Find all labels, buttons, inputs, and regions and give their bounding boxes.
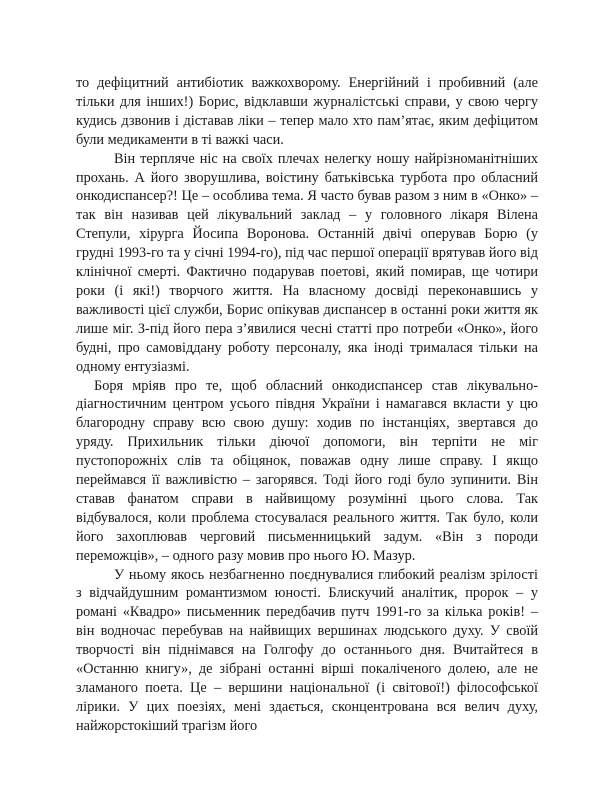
paragraph-3: Боря мріяв про те, щоб обласний онкодиспансер став лікувально-діагностичним центром усього півдня України і намагався вкласти у цю благородну справу всю свою душу: ходив по інстанціях, звертався до уряду. Прихильник тільки діючої допомоги, він терпіти не міг пустопорожніх слів та обіцянок, поважав одну лише справу. І якщо переймався її важливістю – загорявся. Тоді його годі було зупинити. Він ставав фанатом справи в найвищому розумінні цього слова. Так відбувалося, коли проблема стосувалася реального життя. Так було, коли його захоплював черговий письменницький задум. «Він з породи переможців», – одного разу мовив про нього Ю. Мазур. xyxy=(76,377,538,564)
paragraph-4: У ньому якось незбагненно поєднувалися глибокий реалізм зрілості з відчайдушним романтизмом юності. Блискучий аналітик, пророк – у романі «Квадро» письменник передбачив путч 1991-го за кілька років! – він водночас перебував на найвищих вершинах людського духу. У своїй творчості він піднімався на Голгофу до останнього дня. Вчитайтеся в «Останню книгу», де зібрані останні вірші покаліченого долею, але не зламаного поета. Це – вершини національної (і світової!) філософської лірики. У цих поезіях, мені здається, сконцентрована вся велич духу, найжорстокіший трагізм його xyxy=(76,566,538,734)
paragraph-1: то дефіцитний антибіотик важкохворому. Енергійний і пробивний (але тільки для інших!) Борис, відклавши журналістські справи, у свою чергу кудись дзвонив і діставав ліки – тепер мало хто пам’ятає, яким дефіцитом були медикаменти в ті важкі часи. xyxy=(76,75,538,148)
document-page xyxy=(76,74,538,736)
paragraph-2: Він терпляче ніс на своїх плечах нелегку ношу найрізноманітніших прохань. А його зворушлива, воістину батьківська турбота про обласний онкодиспансер?! Це – особлива тема. Я часто бував разом з ним в «Онко» –так він називав цей лікувальний заклад – у головного лікаря Вілена Степули, хірурга Йосипа Воронова. Останній двічі оперував Борю (у грудні 1993-го та у січні 1994-го), під час першої операції врятував його від клінічної смерті. Фактично подарував поетові, який помирав, ще чотири роки (і які!) творчого життя. На власному досвіді переконавшись у важливості цієї служби, Борис опікував диспансер в останні роки життя як лише міг. З-під його пера з’явилися чесні статті про потреби «Онко», його будні, про самовіддану роботу персоналу, яка іноді трималася тільки на одному ентузіазмі. xyxy=(76,150,538,375)
